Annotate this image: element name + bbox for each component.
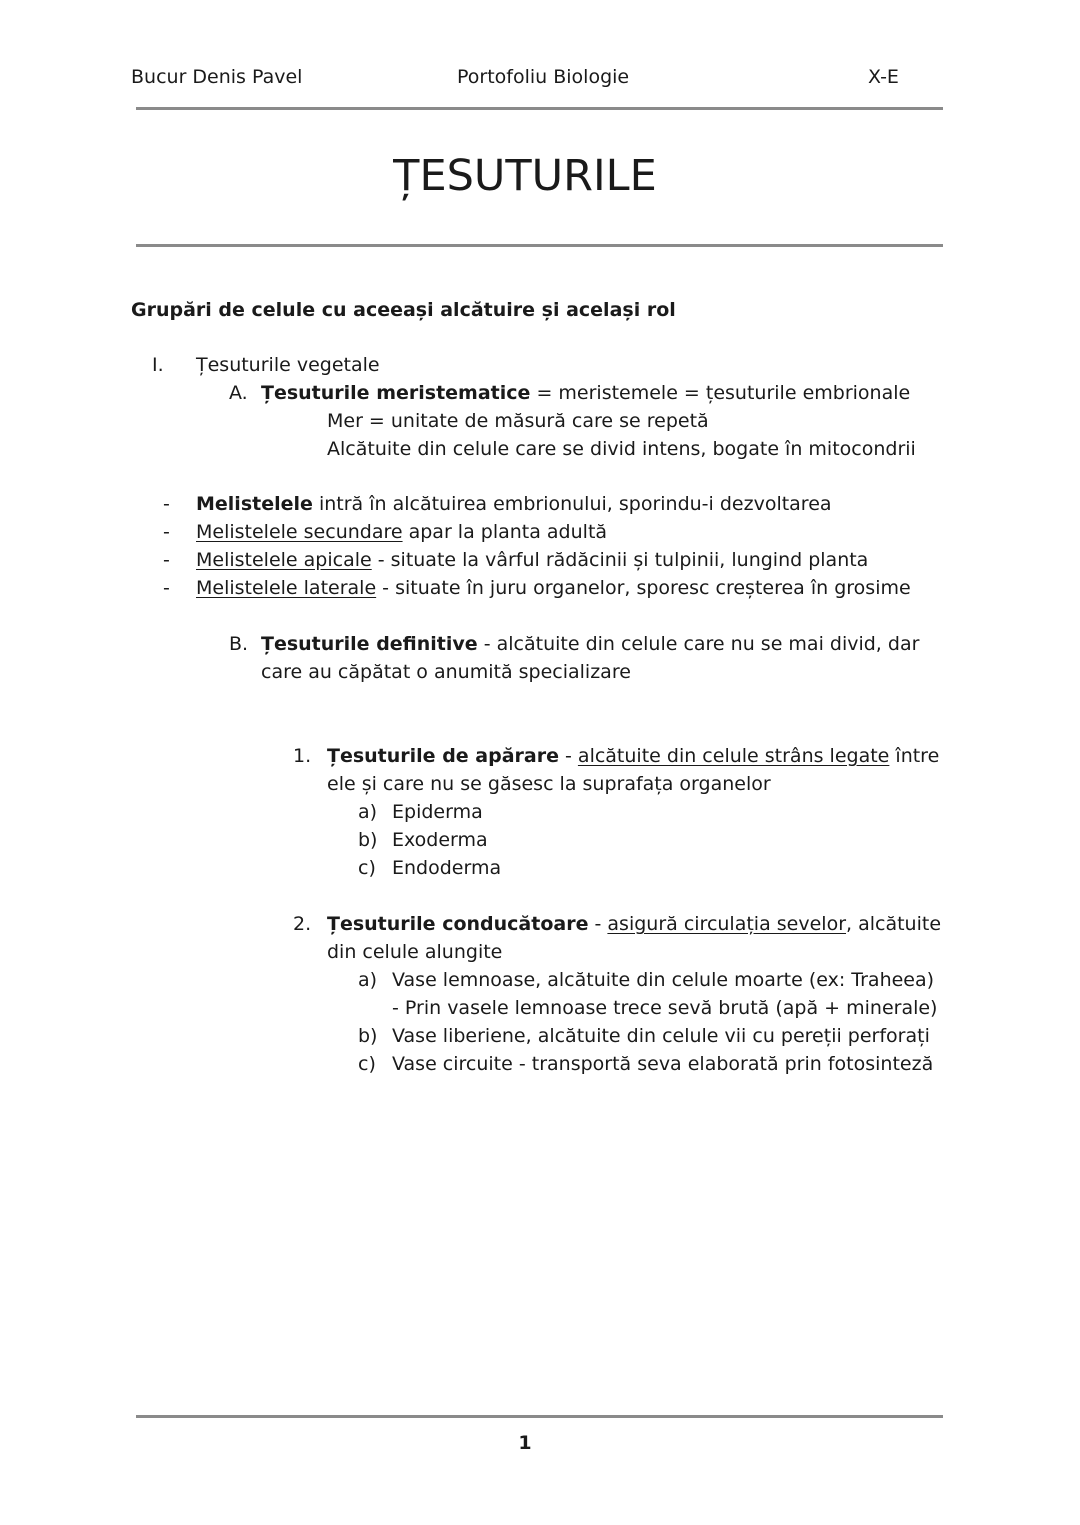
- sub-item: Endoderma: [392, 857, 502, 879]
- sub-marker: a): [358, 801, 378, 823]
- item2-sep: -: [588, 913, 608, 935]
- sub-item: Exoderma: [392, 829, 488, 851]
- item1-underlined: alcătuite din celule strâns legate: [577, 745, 890, 767]
- footer-divider: [136, 1415, 943, 1418]
- section-b-title: Țesuturile definitive: [261, 633, 478, 655]
- bullet-dash: -: [163, 521, 170, 543]
- list-item: [196, 490, 832, 518]
- bullet-term: Melistelele: [196, 493, 313, 515]
- bullet-dash: -: [163, 493, 170, 515]
- sub-item: Vase lemnoase, alcătuite din celule moarte (ex: Traheea): [392, 969, 935, 991]
- item2-line1: [327, 910, 941, 938]
- item1-line1: [327, 742, 939, 770]
- sub-item: Vase liberiene, alcătuite din celule vii cu pereții perforați: [392, 1025, 930, 1047]
- section-a-title: Țesuturile meristematice: [261, 382, 531, 404]
- header-author: Bucur Denis Pavel: [131, 66, 303, 88]
- bullet-dash: -: [163, 549, 170, 571]
- header-divider: [136, 107, 943, 110]
- bullet-term: Melistelele apicale: [196, 549, 372, 571]
- item1-title: Țesuturile de apărare: [327, 745, 559, 767]
- section-vegetal-label: Țesuturile vegetale: [196, 354, 380, 376]
- section-a-line3: Alcătuite din celule care se divid intens, bogate în mitocondrii: [327, 438, 916, 460]
- sub-marker: b): [358, 1025, 378, 1047]
- bullet-term: Melistelele laterale: [196, 577, 377, 599]
- bullet-text: apar la planta adultă: [402, 521, 608, 543]
- item2-rest: , alcătuite: [846, 913, 942, 935]
- sub-item: Vase circuite - transportă seva elaborată prin fotosinteză: [392, 1053, 934, 1075]
- item2-title: Țesuturile conducătoare: [327, 913, 589, 935]
- bullet-text: intră în alcătuirea embrionului, sporindu-i dezvoltarea: [312, 493, 832, 515]
- list-marker-alpha: A.: [229, 382, 248, 404]
- bullet-dash: -: [163, 577, 170, 599]
- section-b-line1: [261, 630, 919, 658]
- sub-item: Epiderma: [392, 801, 483, 823]
- title-divider: [136, 244, 943, 247]
- sub-marker: c): [358, 1053, 376, 1075]
- header-class: X-E: [868, 66, 899, 88]
- section-b-line2: care au căpătat o anumită specializare: [261, 661, 631, 683]
- page-number: 1: [518, 1432, 532, 1454]
- section-a-rest: = meristemele = țesuturile embrionale: [530, 382, 911, 404]
- section-heading: Grupări de celule cu aceeași alcătuire și același rol: [131, 299, 676, 321]
- item1-rest: între: [889, 745, 940, 767]
- list-marker-number: 1.: [293, 745, 312, 767]
- bullet-text: - situate la vârful rădăcinii și tulpinii, lungind planta: [371, 549, 869, 571]
- sub-marker: a): [358, 969, 378, 991]
- list-item: [196, 518, 607, 546]
- bullet-text: - situate în juru organelor, sporesc creșterea în grosime: [376, 577, 911, 599]
- list-item: [196, 546, 868, 574]
- section-a-line1: [261, 379, 910, 407]
- item2-underlined: asigură circulația sevelor: [607, 913, 847, 935]
- list-item: [196, 574, 911, 602]
- sub-marker: c): [358, 857, 376, 879]
- sub-marker: b): [358, 829, 378, 851]
- list-marker-number: 2.: [293, 913, 312, 935]
- item1-line2: ele și care nu se găsesc la suprafața organelor: [327, 773, 771, 795]
- item2-line2: din celule alungite: [327, 941, 503, 963]
- item1-sep: -: [558, 745, 578, 767]
- header-subject: Portofoliu Biologie: [457, 66, 630, 88]
- list-marker-roman: I.: [152, 354, 164, 376]
- list-marker-alpha: B.: [229, 633, 249, 655]
- sub-item-note: - Prin vasele lemnoase trece sevă brută (apă + minerale): [392, 997, 938, 1019]
- section-b-rest: - alcătuite din celule care nu se mai divid, dar: [477, 633, 920, 655]
- section-a-line2: Mer = unitate de măsură care se repetă: [327, 410, 709, 432]
- bullet-term: Melistelele secundare: [196, 521, 403, 543]
- page-title: ȚESUTURILE: [393, 151, 657, 201]
